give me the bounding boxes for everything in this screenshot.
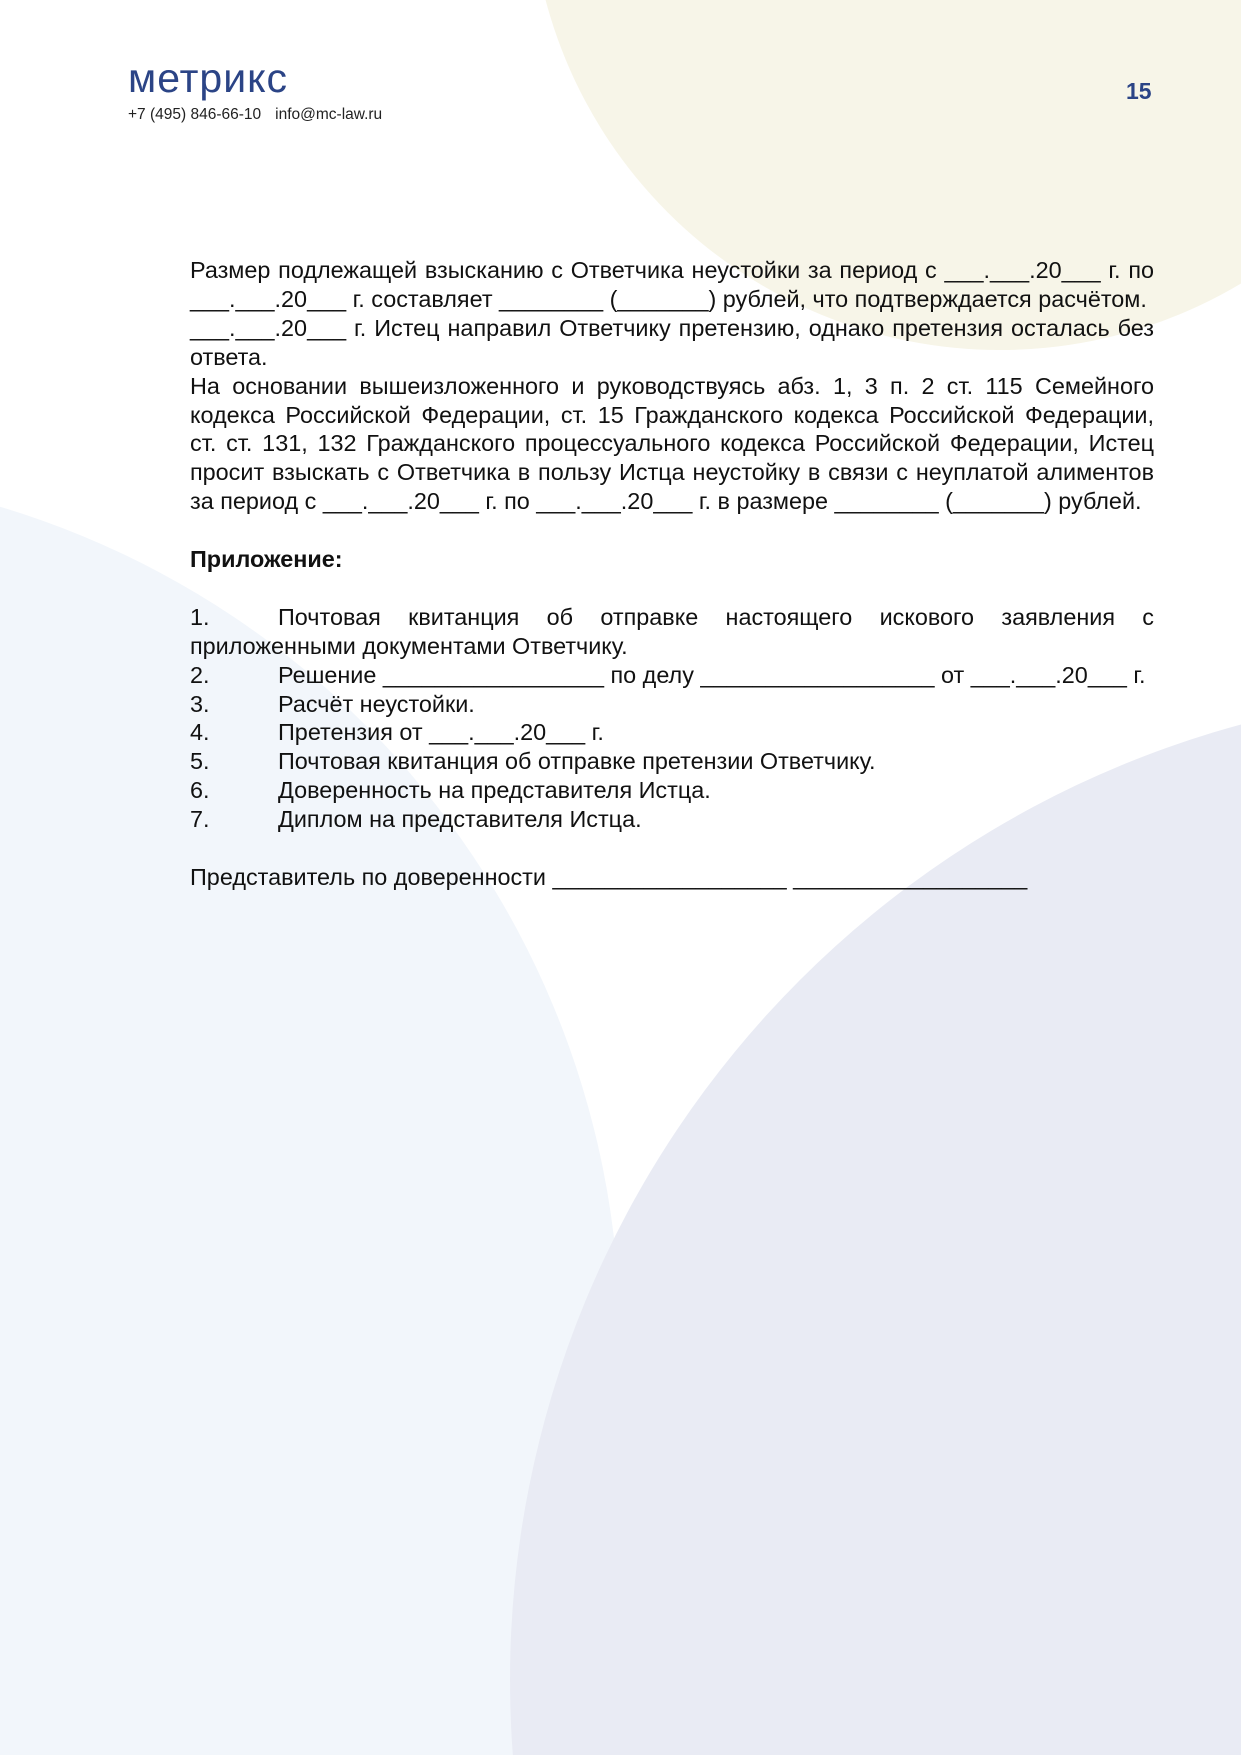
list-item-text: Доверенность на представителя Истца. [278,777,711,804]
document-body [190,256,1154,892]
list-item-text: Диплом на представителя Истца. [278,806,642,833]
attachments-list [190,603,1154,834]
paragraph-request: На основании вышеизложенного и руководствуясь абз. 1, 3 п. 2 ст. 115 Семейного кодекса Российской Федерации, ст. 15 Гражданского кодекса Российской Федерации, ст. ст. 131, 132 Гражданского процессуального кодекса Российской Федерации, Истец просит взыскать с Ответчика в пользу Истца неустойку в связи с неуплатой алиментов за период с ___.___.20___ г. по ___.___.20___ г. в размере ________ (_______) рублей. [190,372,1154,515]
attachments-heading: Приложение: [190,546,343,573]
list-item [190,718,1154,747]
page-number: 15 [1126,78,1152,104]
list-item [190,776,1154,805]
email-address: info@mc-law.ru [275,106,383,123]
list-item [190,690,1154,719]
list-item-text: Расчёт неустойки. [278,690,475,717]
list-item-number: 1. [190,603,210,630]
list-item-number: 4. [190,719,210,746]
paragraph-penalty-amount: Размер подлежащей взысканию с Ответчика неустойки за период с ___.___.20___ г. по ___.___.20___ г. составляет ________ (_______) рублей, что подтверждается расчётом. [190,257,1154,312]
list-item-number: 6. [190,777,210,804]
list-item-text: Почтовая квитанция об отправке претензии Ответчику. [278,748,876,775]
list-item-text: Претензия от ___.___.20___ г. [278,719,604,746]
paragraph-claim-sent: ___.___.20___ г. Истец направил Ответчику претензию, однако претензия осталась без ответа. [190,314,1154,370]
list-item-number: 2. [190,661,210,688]
list-item-number: 3. [190,690,210,717]
company-logo: метрикс [128,55,289,101]
signature-line: Представитель по доверенности __________________ __________________ [190,863,1028,890]
list-item [190,805,1154,834]
list-item-text: Решение _________________ по делу __________________ от ___.___.20___ г. [278,661,1146,688]
contact-info [128,106,382,124]
list-item-number: 5. [190,748,210,775]
list-item [190,661,1154,690]
list-item [190,603,1154,661]
list-item-number: 7. [190,806,210,833]
list-item [190,747,1154,776]
phone-number: +7 (495) 846-66-10 [128,106,262,123]
list-item-text: Почтовая квитанция об отправке настоящего искового заявления с приложенными документами Ответчику. [190,603,1154,659]
